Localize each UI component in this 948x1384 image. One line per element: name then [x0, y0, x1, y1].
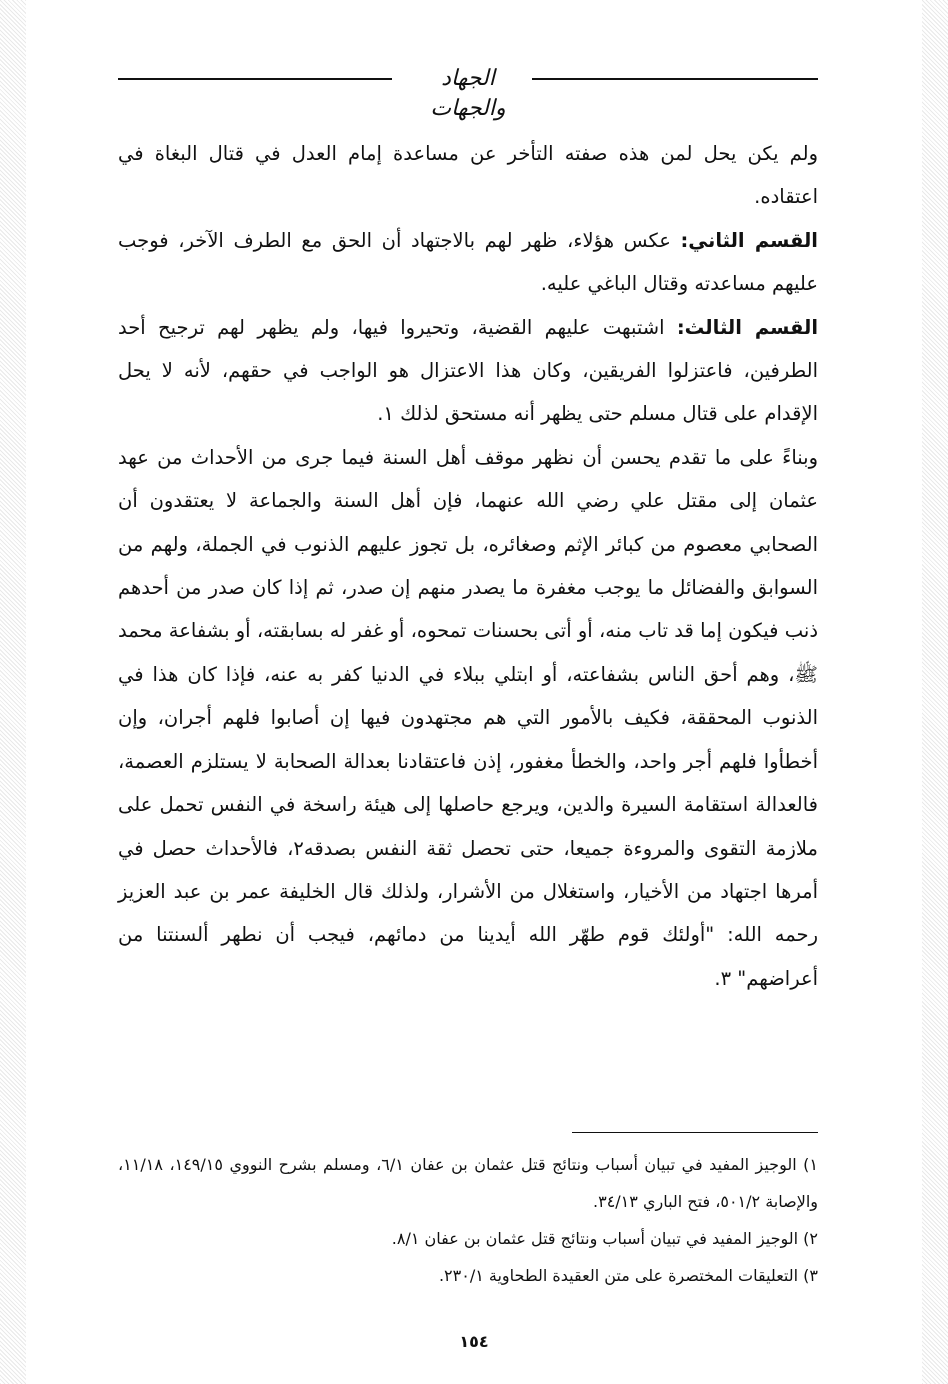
paragraph — [118, 436, 818, 1000]
footnote-separator — [572, 1132, 818, 1133]
footnotes — [118, 1146, 818, 1294]
paragraph-text: عكس هؤلاء، ظهر لهم بالاجتهاد أن الحق مع الطرف الآخر، فوجب عليهم مساعدته وقتال الباغي عليه. — [118, 228, 818, 296]
section-label: القسم الثالث: — [676, 315, 819, 339]
footnote: ١) الوجيز المفيد في تبيان أسباب ونتائج قتل عثمان بن عفان ٦/١، ومسلم بشرح النووي ١٤٩/١٥، ١١/١٨، والإصابة ٥٠١/٢، فتح الباري ٣٤/١٣. — [118, 1155, 818, 1211]
page-number: ١٥٤ — [459, 1332, 489, 1351]
header-rule-left — [118, 78, 392, 80]
page-edge-right — [922, 0, 948, 1384]
page-edge-left — [0, 0, 26, 1384]
header-title: الجهاد والجهات — [430, 66, 506, 121]
footnote: ٣) التعليقات المختصرة على متن العقيدة الطحاوية ٢٣٠/١. — [438, 1266, 818, 1285]
body-text — [118, 132, 818, 1000]
footnote: ٢) الوجيز المفيد في تبيان أسباب ونتائج قتل عثمان بن عفان ٨/١. — [391, 1229, 818, 1248]
section-label: القسم الثاني: — [680, 228, 818, 252]
paragraph — [118, 132, 818, 219]
paragraph — [118, 306, 818, 436]
paragraph — [118, 219, 818, 306]
header-rule-right — [532, 78, 818, 80]
paragraph-text: وبناءً على ما تقدم يحسن أن نظهر موقف أهل السنة فيما جرى من الأحداث من عهد عثمان إلى مقتل علي رضي الله عنهما، فإن أهل السنة والجماعة لا يعتقدون أن الصحابي معصوم من كبائر الإثم وصغائره، بل تجوز عليهم الذنوب في الجملة، ولهم من السوابق والفضائل ما يوجب مغفرة ما يصدر منهم إن صدر، ثم إذا كان صدر من أحدهم ذنب فيكون إما قد تاب منه، أو أتى بحسنات تمحوه، أو غفر له بسابقته، أو بشفاعة محمد ﷺ، وهم أحق الناس بشفاعته، أو ابتلي ببلاء في الدنيا كفر به عنه، فإذا كان هذا في الذنوب المحققة، فكيف بالأمور التي هم مجتهدون فيها إن أصابوا فلهم أجران، وإن أخطأوا فلهم أجر واحد، والخطأ مغفور، إذن فاعتقادنا بعدالة الصحابة لا يستلزم العصمة، فالعدالة استقامة السيرة والدين، ويرجع حاصلها إلى هيئة راسخة في النفس تحمل على ملازمة التقوى والمروءة جميعا، حتى تحصل ثقة النفس بصدقه٢، فالأحداث حصل في أمرها اجتهاد من الأخيار، واستغلال من الأشرار، ولذلك قال الخليفة عمر بن عبد العزيز رحمه الله: "أولئك قوم طهّر الله أيدينا من دمائهم، فيجب أن نطهر ألسنتنا من أعراضهم" ٣. — [118, 445, 819, 990]
paragraph-text: ولم يكن يحل لمن هذه صفته التأخر عن مساعدة إمام العدل في قتال البغاة في اعتقاده. — [118, 142, 818, 209]
running-header — [118, 64, 818, 121]
paragraph-text: اشتبهت عليهم القضية، وتحيروا فيها، ولم يظهر لهم ترجيح أحد الطرفين، فاعتزلوا الفريقين، وكان هذا الاعتزال هو الواجب في حقهم، لأنه لا يحل الإقدام على قتال مسلم حتى يظهر أنه مستحق لذلك ١. — [118, 315, 818, 426]
